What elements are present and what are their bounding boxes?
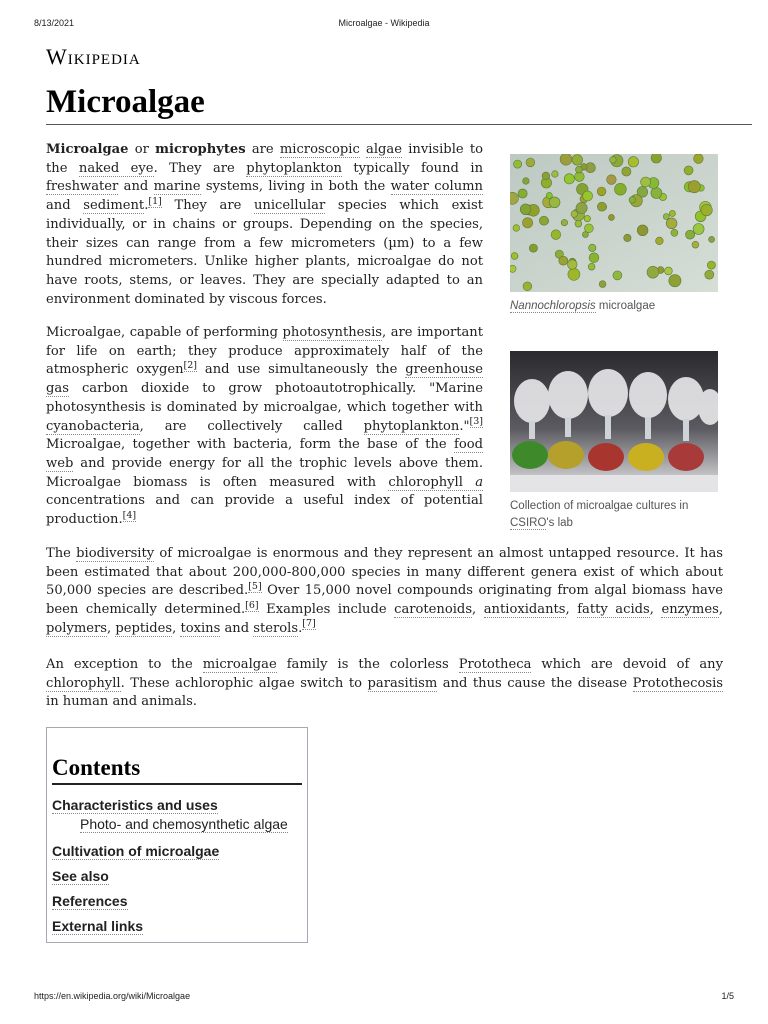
term-microalgae: Microalgae: [46, 142, 129, 157]
algae-cell: [551, 230, 561, 240]
print-title: Microalgae - Wikipedia: [338, 18, 430, 28]
algae-cell: [665, 267, 673, 275]
intro-paragraph-4: An exception to the microalgae family is the colorless Prototheca which are devoid of any chlorophyll. These achlorophic algae switch to parasitism and thus cause the disease Protothecosis in human and animals.: [46, 657, 723, 710]
algae-cell: [568, 260, 578, 270]
algae-cell: [520, 204, 531, 215]
algae-cell: [572, 155, 583, 166]
link-marine[interactable]: marine: [153, 179, 201, 195]
link-microalgae[interactable]: microalgae: [202, 657, 277, 672]
algae-cell: [561, 219, 567, 225]
algae-cell: [686, 230, 695, 239]
algae-cell: [705, 270, 714, 279]
algae-cell: [583, 191, 593, 201]
link-photosynthesis[interactable]: photosynthesis: [282, 325, 383, 340]
link-nannochloropsis[interactable]: Nannochloropsis: [510, 300, 596, 312]
algae-cell: [523, 282, 532, 291]
algae-cell: [518, 189, 527, 198]
algae-cell: [709, 236, 715, 242]
algae-cell: [576, 202, 587, 213]
link-greenhouse-gas[interactable]: greenhouse gas: [46, 362, 483, 397]
algae-cell: [588, 263, 595, 270]
algae-cell: [669, 275, 681, 287]
algae-cell: [511, 253, 518, 260]
algae-cell: [564, 174, 574, 184]
link-chlorophyll[interactable]: chlorophyll: [46, 675, 121, 691]
algae-cell: [693, 224, 704, 235]
algae-cell: [666, 218, 677, 229]
algae-cell: [571, 211, 578, 218]
page-title: Microalgae: [46, 82, 752, 125]
toc-link-characteristics-and-uses[interactable]: Characteristics and uses: [52, 797, 218, 813]
nannochloropsis-image[interactable]: [510, 154, 718, 292]
link-prototheca[interactable]: Prototheca: [458, 657, 532, 672]
reference-2[interactable]: [2]: [183, 360, 198, 372]
algae-cell: [559, 256, 568, 265]
intro-paragraph-1: Microalgae or microphytes are microscopic algae invisible to the naked eye. They are phytoplankton typically found in freshwater and marine systems, living in both the water column and sediment.[1] They are unicellular species which exist individually, or in chains or groups. Depending on the species, their sizes can range from a few micrometers (µm) to a few hundred micrometers. Unlike higher plants, microalgae do not have roots, stems, or leaves. They are specially adapted to an environment dominated by viscous forces.: [46, 142, 484, 307]
algae-cell: [651, 154, 661, 163]
link-phytoplankton-2[interactable]: phytoplankton: [363, 418, 460, 434]
link-phytoplankton[interactable]: phytoplankton: [246, 160, 342, 176]
link-protothecosis[interactable]: Protothecosis: [632, 675, 723, 691]
algae-cell: [589, 253, 599, 263]
link-chlorophyll-a[interactable]: chlorophyll a: [388, 474, 483, 490]
algae-cell: [608, 214, 614, 220]
toc-link-references[interactable]: References: [52, 893, 128, 909]
algae-cell: [589, 244, 596, 251]
algae-cell: [576, 166, 583, 173]
algae-cell: [647, 266, 659, 278]
link-food-web[interactable]: food web: [46, 437, 483, 471]
algae-cell: [641, 177, 651, 187]
toc-list: [52, 793, 302, 939]
link-fatty-acids[interactable]: fatty acids: [577, 602, 650, 618]
algae-cell: [629, 197, 636, 204]
algae-cell: [628, 157, 638, 167]
toc-link-cultivation[interactable]: Cultivation of microalgae: [52, 843, 220, 859]
intro-paragraph-2: Microalgae, capable of performing photosynthesis, are important for life on earth; they produce approximately half of the atmospheric oxygen[2] and use simultaneously the greenhouse gas carbon dioxide to grow photoautotrophically. "Marine photosynthesis is dominated by microalgae, which together with cyanobacteria, are collectively called phytoplankton."[3] Microalgae, together with bacteria, form the base of the food web and provide energy for all the trophic levels above them. Microalgae biomass is often measured with chlorophyll a concentrations and can provide a useful index of potential production.[4]: [46, 325, 483, 528]
figure-1-caption: Nannochloropsis microalgae: [510, 300, 656, 312]
link-naked-eye[interactable]: naked eye: [78, 160, 154, 176]
algae-cell: [513, 225, 520, 232]
link-csiro[interactable]: CSIRO: [510, 517, 547, 529]
algae-cell: [599, 281, 606, 288]
print-date: 8/13/2021: [34, 18, 75, 28]
algae-cell: [624, 234, 631, 241]
algae-cell: [597, 202, 606, 211]
print-header: [0, 18, 768, 32]
algae-cell: [615, 183, 627, 195]
algae-cell: [523, 218, 533, 228]
print-footer: [0, 991, 768, 1005]
algae-cell: [597, 187, 606, 196]
reference-4[interactable]: [4]: [122, 509, 137, 521]
algae-cell: [651, 188, 662, 199]
algae-cell: [529, 244, 537, 252]
algae-cell: [637, 225, 648, 236]
algae-cell: [549, 197, 560, 208]
toc-link-see-also[interactable]: See also: [52, 868, 109, 884]
print-page-number: 1/5: [721, 991, 734, 1001]
algae-cell: [568, 268, 580, 280]
algae-cell: [692, 241, 699, 248]
reference-7[interactable]: [7]: [302, 618, 316, 630]
algae-cell: [542, 172, 550, 180]
wikipedia-wordmark[interactable]: Wikipedia: [46, 44, 141, 69]
reference-5[interactable]: [5]: [248, 581, 262, 593]
term-microphytes: microphytes: [155, 142, 246, 157]
algae-cell: [656, 237, 664, 245]
link-water-column[interactable]: water column: [390, 179, 483, 195]
link-algae[interactable]: algae: [366, 142, 402, 157]
figure-2-caption: Collection of microalgae cultures in CSIRO's lab: [510, 500, 689, 529]
figure-nannochloropsis: [510, 154, 718, 315]
algae-cell: [610, 157, 617, 164]
algae-cell: [671, 229, 678, 236]
print-url: https://en.wikipedia.org/wiki/Microalgae: [34, 991, 191, 1001]
toc-link-external-links[interactable]: External links: [52, 918, 144, 934]
link-sterols[interactable]: sterols: [253, 620, 299, 636]
link-microscopic[interactable]: microscopic: [279, 142, 360, 157]
algae-cell: [613, 271, 622, 280]
link-parasitism[interactable]: parasitism: [367, 675, 438, 691]
link-cyanobacteria[interactable]: cyanobacteria: [46, 418, 140, 434]
algae-cell: [539, 216, 548, 225]
algae-cell: [523, 178, 530, 185]
algae-cell: [575, 220, 582, 227]
algae-cell: [622, 167, 631, 176]
toc-link-photo-chemosynthetic-algae[interactable]: Photo- and chemosynthetic algae: [80, 816, 288, 832]
algae-cell: [584, 215, 590, 221]
reference-1[interactable]: [1]: [148, 195, 162, 207]
figure-csiro-cultures: [510, 351, 718, 532]
algae-cell: [510, 265, 516, 272]
algae-cell: [560, 154, 572, 165]
algae-cell: [669, 210, 675, 216]
link-enzymes[interactable]: enzymes: [661, 602, 719, 618]
link-biodiversity[interactable]: biodiversity: [76, 546, 155, 561]
link-unicellular[interactable]: unicellular: [254, 198, 326, 214]
toc-title: Contents: [52, 754, 302, 785]
algae-cell: [707, 261, 715, 269]
link-peptides[interactable]: peptides: [115, 620, 173, 636]
reference-6[interactable]: [6]: [245, 599, 259, 611]
toc-item: [52, 814, 302, 834]
algae-cell: [694, 154, 704, 163]
algae-cell: [607, 175, 617, 185]
algae-cell: [688, 181, 700, 193]
link-toxins[interactable]: toxins: [180, 620, 221, 636]
link-carotenoids[interactable]: carotenoids: [394, 602, 473, 618]
algae-cell: [526, 158, 535, 167]
algae-cell: [552, 171, 559, 178]
link-freshwater[interactable]: freshwater: [46, 179, 119, 195]
link-sediment[interactable]: sediment: [83, 198, 145, 214]
toc-item: [52, 839, 302, 864]
toc-item: [52, 864, 302, 889]
link-antioxidants[interactable]: antioxidants: [483, 602, 566, 618]
intro-paragraph-3: The biodiversity of microalgae is enormous and they represent an almost untapped resource. It has been estimated that about 200,000-800,000 species in many different genera exist of which about 50,000 species are described.[5] Over 15,000 novel compounds originating from algal biomass have been chemically determined.[6] Examples include carotenoids, antioxidants, fatty acids, enzymes, polymers, peptides, toxins and sterols.[7]: [46, 546, 724, 636]
toc-item: [52, 889, 302, 914]
toc-item: [52, 914, 302, 939]
algae-cell: [701, 204, 712, 215]
table-of-contents: [46, 727, 308, 943]
algae-cell: [514, 160, 522, 168]
algae-cell: [684, 166, 693, 175]
algae-cell: [585, 224, 594, 233]
microalgae-cultures-image[interactable]: [510, 351, 718, 492]
reference-3[interactable]: [3]: [469, 416, 483, 428]
link-polymers[interactable]: polymers: [46, 620, 107, 636]
